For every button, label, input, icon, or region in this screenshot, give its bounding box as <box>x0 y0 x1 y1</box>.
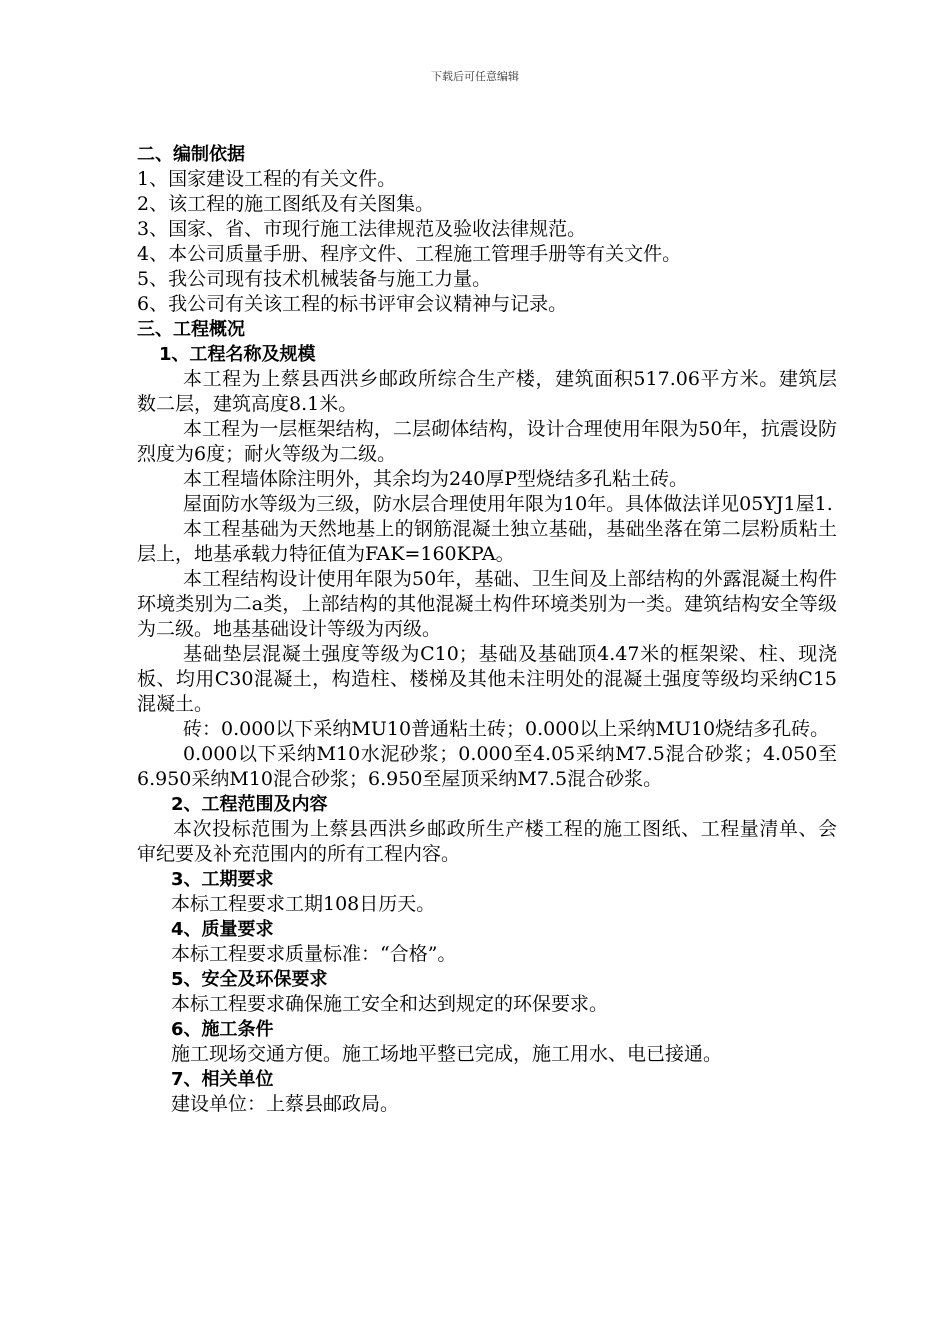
units-text: 建设单位：上蔡县邮政局。 <box>171 1093 400 1115</box>
basis-item-3: 3、国家、省、市现行施工法律规范及验收法律规范。 <box>137 218 587 240</box>
overview-paragraph-4: 屋面防水等级为三级，防水层合理使用年限为10年。具体做法详见05YJ1屋1. <box>183 493 833 515</box>
section-3-title: 三、工程概况 <box>137 319 245 340</box>
header-note: 下载后可任意编辑 <box>431 70 519 83</box>
conditions-text: 施工现场交通方便。施工场地平整已完成，施工用水、电已接通。 <box>171 1043 723 1065</box>
subsection-2-title: 2、工程范围及内容 <box>171 794 328 815</box>
basis-item-2: 2、该工程的施工图纸及有关图集。 <box>137 193 435 215</box>
overview-paragraph-5: 本工程基础为天然地基上的钢筋混凝土独立基础，基础坐落在第二层粉质粘土层上，地基承载力特征值为FAK=160KPA。 <box>137 518 837 565</box>
scope-paragraph: 本次投标范围为上蔡县西洪乡邮政所生产楼工程的施工图纸、工程量清单、会审纪要及补充范围内的所有工程内容。 <box>137 818 837 865</box>
subsection-4-title: 4、质量要求 <box>171 919 274 940</box>
overview-paragraph-8: 砖：0.000以下采纳MU10普通粘土砖；0.000以上采纳MU10烧结多孔砖。 <box>183 718 830 740</box>
overview-paragraph-6: 本工程结构设计使用年限为50年，基础、卫生间及上部结构的外露混凝土构件环境类别为二a类，上部结构的其他混凝土构件环境类别为一类。建筑结构安全等级为二级。地基基础设计等级为丙级。 <box>137 568 837 640</box>
basis-item-6: 6、我公司有关该工程的标书评审会议精神与记录。 <box>137 293 568 315</box>
basis-item-5: 5、我公司现有技术机械装备与施工力量。 <box>137 268 492 290</box>
quality-text: 本标工程要求质量标准：“合格”。 <box>171 943 457 965</box>
subsection-1-title: 1、工程名称及规模 <box>159 344 316 365</box>
overview-paragraph-1: 本工程为上蔡县西洪乡邮政所综合生产楼，建筑面积517.06平方米。建筑层数二层，建筑高度8.1米。 <box>137 368 837 415</box>
safety-text: 本标工程要求确保施工安全和达到规定的环保要求。 <box>171 993 609 1015</box>
overview-paragraph-2: 本工程为一层框架结构，二层砌体结构，设计合理使用年限为50年，抗震设防烈度为6度；耐火等级为二级。 <box>137 418 837 465</box>
subsection-5-title: 5、安全及环保要求 <box>171 969 328 990</box>
subsection-7-title: 7、相关单位 <box>171 1069 274 1090</box>
subsection-3-title: 3、工期要求 <box>171 869 274 890</box>
section-2-title: 二、编制依据 <box>137 144 245 165</box>
basis-item-4: 4、本公司质量手册、程序文件、工程施工管理手册等有关文件。 <box>137 243 682 265</box>
overview-paragraph-3: 本工程墙体除注明外，其余均为240厚P型烧结多孔粘土砖。 <box>183 468 689 490</box>
overview-paragraph-7: 基础垫层混凝土强度等级为C10；基础及基础顶4.47米的框架梁、柱、现浇板、均用C30混凝土，构造柱、楼梯及其他未注明处的混凝土强度等级均采纳C15混凝土。 <box>137 643 837 715</box>
subsection-6-title: 6、施工条件 <box>171 1019 274 1040</box>
document-body <box>137 142 837 1117</box>
schedule-text: 本标工程要求工期108日历天。 <box>171 893 436 915</box>
overview-paragraph-9: 0.000以下采纳M10水泥砂浆；0.000至4.05采纳M7.5混合砂浆；4.050至6.950采纳M10混合砂浆；6.950至屋顶采纳M7.5混合砂浆。 <box>137 743 837 790</box>
basis-item-1: 1、国家建设工程的有关文件。 <box>137 168 397 190</box>
